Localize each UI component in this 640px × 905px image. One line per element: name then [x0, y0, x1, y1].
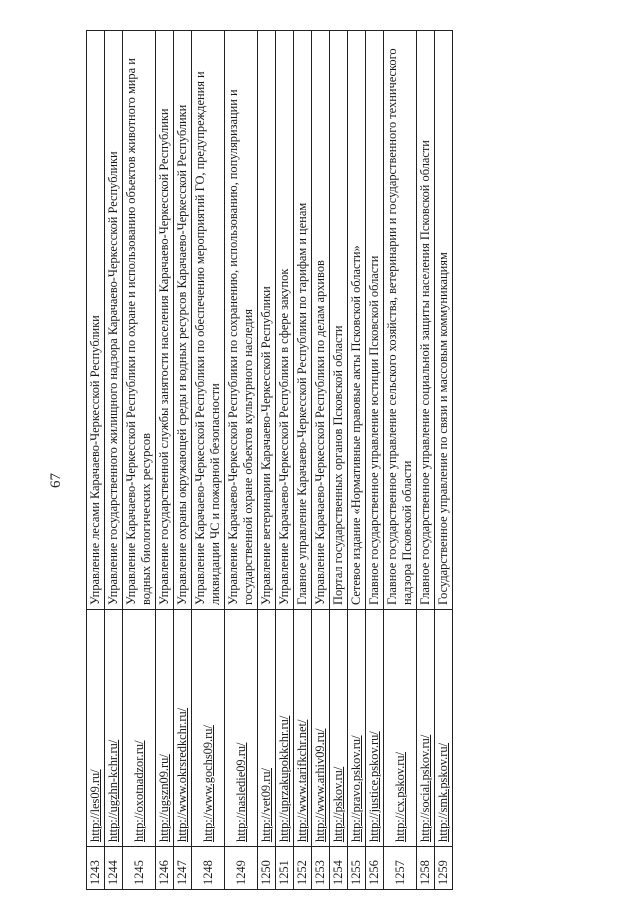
table-row — [312, 31, 330, 890]
row-url-link[interactable]: http://www.arhiv09.ru/ — [313, 728, 327, 842]
row-url-cell — [330, 610, 348, 847]
table-row — [87, 31, 105, 890]
registry-table — [86, 30, 453, 890]
row-organization-name: Главное государственное управление юстиции Псковской области — [366, 31, 384, 610]
row-organization-name: Управление Карачаево-Черкесской Республики по делам архивов — [312, 31, 330, 610]
row-url-cell — [105, 610, 123, 847]
row-number: 1252 — [294, 847, 312, 890]
row-url-cell — [276, 610, 294, 847]
row-url-cell — [87, 610, 105, 847]
table-row — [366, 31, 384, 890]
row-url-link[interactable]: http://www.okrsredkchr.ru/ — [175, 707, 189, 842]
table-row — [192, 31, 225, 890]
row-url-cell — [435, 610, 453, 847]
row-url-cell — [348, 610, 366, 847]
row-url-cell — [225, 610, 258, 847]
table-row — [174, 31, 192, 890]
row-number: 1247 — [174, 847, 192, 890]
row-url-link[interactable]: http://nasledie09.ru/ — [233, 742, 248, 842]
table-row — [435, 31, 453, 890]
table-row — [417, 31, 435, 890]
row-organization-name: Управление Карачаево-Черкесской Республики по обеспечению мероприятий ГО, предупреждения и ликвидации ЧС и пожарной безопасности — [192, 31, 225, 610]
row-organization-name: Главное государственное управление сельского хозяйства, ветеринарии и государственного технического надзора Псковской области — [384, 31, 417, 610]
row-url-cell — [294, 610, 312, 847]
rotated-table-container — [86, 30, 453, 890]
row-url-link[interactable]: http://social.pskov.ru/ — [418, 734, 432, 842]
row-url-link[interactable]: http://pravo.pskov.ru/ — [349, 735, 363, 842]
row-organization-name: Управление охраны окружающей среды и водных ресурсов Карачаево-Черкесской Республики — [174, 31, 192, 610]
row-organization-name: Сетевое издание «Нормативные правовые акты Псковской области» — [348, 31, 366, 610]
row-url-link[interactable]: http://cx.pskov.ru/ — [392, 751, 407, 842]
row-number: 1256 — [366, 847, 384, 890]
row-url-cell — [123, 610, 156, 847]
row-url-link[interactable]: http://uprzakupokkchr.ru/ — [277, 715, 291, 842]
row-number: 1255 — [348, 847, 366, 890]
row-organization-name: Главное управление Карачаево-Черкесской Республики по тарифам и ценам — [294, 31, 312, 610]
row-url-link[interactable]: http://pskov.ru/ — [331, 766, 345, 842]
table-row — [105, 31, 123, 890]
table-row — [123, 31, 156, 890]
row-organization-name: Управление лесами Карачаево-Черкесской Республики — [87, 31, 105, 610]
row-number: 1243 — [87, 847, 105, 890]
row-organization-name: Управление ветеринарии Карачаево-Черкесской Республики — [258, 31, 276, 610]
row-number: 1254 — [330, 847, 348, 890]
row-url-cell — [312, 610, 330, 847]
table-row — [384, 31, 417, 890]
row-organization-name: Управление Карачаево-Черкесской Республики по сохранению, использованию, популяризации и государственной охране объектов культурного наследия — [225, 31, 258, 610]
row-organization-name: Управление государственного жилищного надзора Карачаево-Черкесской Республики — [105, 31, 123, 610]
row-organization-name: Управление государственной службы занятости населения Карачаево-Черкесской Республики — [156, 31, 174, 610]
row-url-link[interactable]: http://vet09.ru/ — [259, 768, 273, 842]
row-url-link[interactable]: http://oxotnadzor.ru/ — [131, 740, 146, 842]
row-number: 1250 — [258, 847, 276, 890]
row-number: 1258 — [417, 847, 435, 890]
page-number: 67 — [48, 473, 64, 488]
row-number: 1248 — [192, 847, 225, 890]
row-number: 1245 — [123, 847, 156, 890]
table-row — [156, 31, 174, 890]
row-number: 1251 — [276, 847, 294, 890]
registry-table-body — [87, 31, 453, 890]
row-url-cell — [384, 610, 417, 847]
row-url-cell — [192, 610, 225, 847]
row-number: 1253 — [312, 847, 330, 890]
row-organization-name: Государственное управление по связи и массовым коммуникациям — [435, 31, 453, 610]
table-row — [348, 31, 366, 890]
table-row — [276, 31, 294, 890]
row-number: 1257 — [384, 847, 417, 890]
row-number: 1246 — [156, 847, 174, 890]
table-row — [258, 31, 276, 890]
row-organization-name: Управление Карачаево-Черкесской Республики по охране и использованию объектов животного мира и водных биологических ресурсов — [123, 31, 156, 610]
row-url-link[interactable]: http://www.gochs09.ru/ — [200, 725, 215, 842]
row-organization-name: Управление Карачаево-Черкесской Республики в сфере закупок — [276, 31, 294, 610]
row-url-cell — [366, 610, 384, 847]
row-url-link[interactable]: http://les09.ru/ — [88, 769, 102, 842]
row-url-link[interactable]: http://smk.pskov.ru/ — [436, 742, 450, 842]
row-url-cell — [156, 610, 174, 847]
row-number: 1259 — [435, 847, 453, 890]
row-url-link[interactable]: http://www.tarifkchr.net/ — [295, 719, 309, 842]
row-url-link[interactable]: http://ugzhn-kchr.ru/ — [106, 739, 120, 842]
row-organization-name: Главное государственное управление социальной защиты населения Псковской области — [417, 31, 435, 610]
table-row — [294, 31, 312, 890]
table-row — [330, 31, 348, 890]
row-url-cell — [417, 610, 435, 847]
row-organization-name: Портал государственных органов Псковской области — [330, 31, 348, 610]
table-row — [225, 31, 258, 890]
row-number: 1249 — [225, 847, 258, 890]
row-number: 1244 — [105, 847, 123, 890]
row-url-cell — [258, 610, 276, 847]
row-url-cell — [174, 610, 192, 847]
row-url-link[interactable]: http://justice.pskov.ru/ — [367, 731, 381, 842]
row-url-link[interactable]: http://ugszn09.ru/ — [157, 754, 171, 842]
